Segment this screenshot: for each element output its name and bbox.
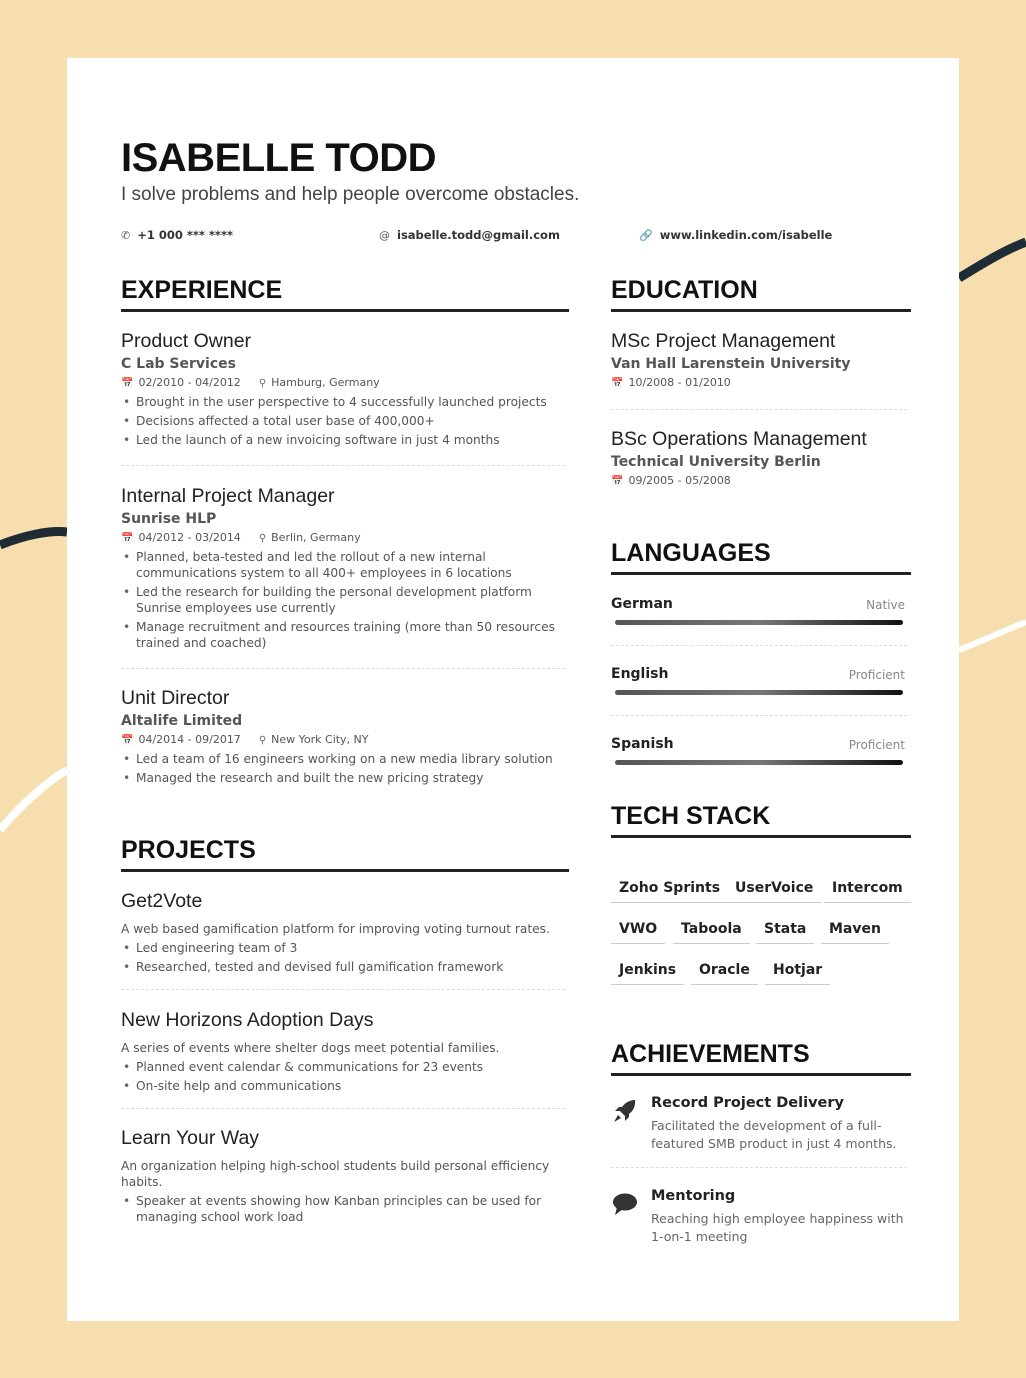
job-role: Product Owner <box>121 330 252 352</box>
calendar-icon: 📅 <box>611 476 624 487</box>
project-item <box>121 890 569 978</box>
job-company: C Lab Services <box>121 356 236 372</box>
calendar-icon: 📅 <box>611 378 624 389</box>
project-title: New Horizons Adoption Days <box>121 1009 374 1031</box>
job-bullets <box>121 549 569 651</box>
tech-tag: VWO <box>611 921 665 944</box>
speech-bubble-icon <box>611 1190 639 1218</box>
job-location: Berlin, Germany <box>271 531 361 544</box>
phone-text: +1 000 *** **** <box>137 228 233 242</box>
project-item <box>121 1127 569 1228</box>
experience-title: EXPERIENCE <box>121 276 569 312</box>
bullet: • Led the launch of a new invoicing software in just 4 months <box>121 432 569 448</box>
tech-tag: Oracle <box>691 962 758 985</box>
projects-section <box>121 836 569 872</box>
degree: MSc Project Management <box>611 330 836 352</box>
location-pin-icon: ⚲ <box>258 378 267 389</box>
calendar-icon: 📅 <box>121 378 134 389</box>
project-item <box>121 1009 569 1097</box>
experience-item <box>121 687 569 789</box>
achievements-section <box>611 1040 911 1076</box>
contact-email[interactable] <box>379 228 560 242</box>
location-pin-icon: ⚲ <box>258 533 267 544</box>
location-pin-icon: ⚲ <box>258 735 267 746</box>
education-item <box>611 330 911 389</box>
project-description: An organization helping high-school students build personal efficiency habits. <box>121 1159 550 1189</box>
job-company: Sunrise HLP <box>121 511 217 527</box>
tech-stack-section <box>611 802 911 838</box>
job-role: Unit Director <box>121 687 230 709</box>
language-name: English <box>611 666 669 682</box>
bullet: • Planned event calendar & communications for 23 events <box>121 1059 569 1075</box>
languages-section <box>611 539 911 575</box>
divider <box>611 1167 907 1168</box>
achievements-list <box>611 1095 911 1295</box>
tech-tag: UserVoice <box>727 880 821 903</box>
divider <box>121 989 565 990</box>
bullet: • Researched, tested and devised full gamification framework <box>121 959 569 975</box>
divider <box>611 409 907 410</box>
bullet: • Led a team of 16 engineers working on a new media library solution <box>121 751 569 767</box>
edu-dates: 10/2008 - 01/2010 <box>628 376 731 389</box>
language-level: Native <box>866 598 905 612</box>
tech-tag: Jenkins <box>611 962 684 985</box>
bullet: • Planned, beta-tested and led the rollout of a new internal communications system to all 400+ employees in 6 locations <box>121 549 569 581</box>
experience-section <box>121 276 569 312</box>
experience-item <box>121 330 569 451</box>
school: Technical University Berlin <box>611 454 821 470</box>
divider <box>121 668 565 669</box>
divider <box>121 465 565 466</box>
bullet: • Led the research for building the personal development platform Sunrise employees use currently <box>121 584 569 616</box>
tech-tag: Taboola <box>673 921 750 944</box>
bullet: • Brought in the user perspective to 4 successfully launched projects <box>121 394 569 410</box>
divider <box>611 645 907 646</box>
job-bullets <box>121 394 569 448</box>
job-role: Internal Project Manager <box>121 485 335 507</box>
tech-stack-tags <box>611 880 911 1000</box>
job-bullets <box>121 751 569 786</box>
calendar-icon: 📅 <box>121 533 134 544</box>
calendar-icon: 📅 <box>121 735 134 746</box>
contact-phone <box>121 228 233 242</box>
bullet: • Managed the research and built the new pricing strategy <box>121 770 569 786</box>
bullet: • Manage recruitment and resources training (more than 50 resources trained and coached) <box>121 619 569 651</box>
project-title: Get2Vote <box>121 890 203 912</box>
language-level: Proficient <box>848 668 905 682</box>
languages-title: LANGUAGES <box>611 539 911 575</box>
tech-tag: Maven <box>821 921 889 944</box>
language-level: Proficient <box>848 738 905 752</box>
linkedin-text[interactable]: www.linkedin.com/isabelle <box>659 228 833 242</box>
job-dates: 04/2012 - 03/2014 <box>138 531 241 544</box>
bullet: • On-site help and communications <box>121 1078 569 1094</box>
language-name: Spanish <box>611 736 674 752</box>
job-location: New York City, NY <box>271 733 369 746</box>
language-bar-fill <box>615 690 903 695</box>
candidate-name: ISABELLE TODD <box>121 136 437 180</box>
language-bar <box>615 690 903 695</box>
tech-tag: Zoho Sprints <box>611 880 728 903</box>
school: Van Hall Larenstein University <box>611 356 851 372</box>
job-dates: 02/2010 - 04/2012 <box>138 376 241 389</box>
edu-dates: 09/2005 - 05/2008 <box>628 474 731 487</box>
project-bullets <box>121 940 569 975</box>
bullet: • Decisions affected a total user base of 400,000+ <box>121 413 569 429</box>
language-bar <box>615 620 903 625</box>
at-icon: @ <box>379 228 390 242</box>
achievement-title: Record Project Delivery <box>651 1095 844 1111</box>
project-description: A web based gamification platform for improving voting turnout rates. <box>121 922 550 936</box>
contact-linkedin[interactable] <box>639 228 832 242</box>
education-item <box>611 428 911 487</box>
projects-title: PROJECTS <box>121 836 569 872</box>
project-bullets <box>121 1059 569 1094</box>
link-icon: 🔗 <box>639 228 653 242</box>
bullet: • Led engineering team of 3 <box>121 940 569 956</box>
achievement-title: Mentoring <box>651 1188 736 1204</box>
bullet: • Speaker at events showing how Kanban principles can be used for managing school work load <box>121 1193 569 1225</box>
tech-stack-title: TECH STACK <box>611 802 911 838</box>
email-text[interactable]: isabelle.todd@gmail.com <box>397 228 560 242</box>
rocket-icon <box>611 1097 639 1125</box>
job-dates: 04/2014 - 09/2017 <box>138 733 241 746</box>
degree: BSc Operations Management <box>611 428 867 450</box>
language-bar-fill <box>615 620 903 625</box>
project-description: A series of events where shelter dogs meet potential families. <box>121 1041 500 1055</box>
language-bar <box>615 760 903 765</box>
education-title: EDUCATION <box>611 276 911 312</box>
achievements-title: ACHIEVEMENTS <box>611 1040 911 1076</box>
resume-page <box>67 58 959 1321</box>
phone-icon: ✆ <box>121 228 131 242</box>
achievement-description: Facilitated the development of a full-featured SMB product in just 4 months. <box>651 1118 897 1151</box>
tech-tag: Hotjar <box>765 962 830 985</box>
job-location: Hamburg, Germany <box>271 376 380 389</box>
experience-item <box>121 485 569 654</box>
tagline: I solve problems and help people overcome obstacles. <box>121 184 580 205</box>
tech-tag: Intercom <box>824 880 911 903</box>
education-section <box>611 276 911 312</box>
divider <box>611 715 907 716</box>
language-name: German <box>611 596 673 612</box>
tech-tag: Stata <box>756 921 814 944</box>
language-bar-fill <box>615 760 903 765</box>
project-title: Learn Your Way <box>121 1127 260 1149</box>
achievement-description: Reaching high employee happiness with 1-on-1 meeting <box>651 1211 904 1244</box>
job-company: Altalife Limited <box>121 713 243 729</box>
divider <box>121 1108 565 1109</box>
project-bullets <box>121 1193 569 1225</box>
